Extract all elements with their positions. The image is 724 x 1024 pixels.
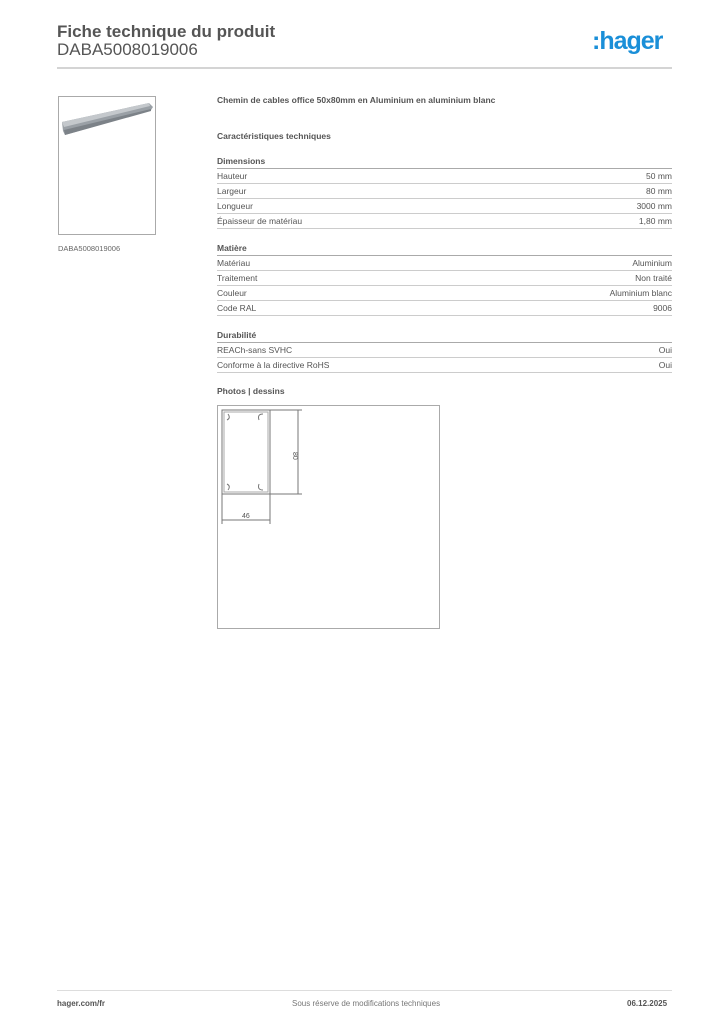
spec-value: 9006: [653, 303, 672, 313]
spec-row: [217, 169, 672, 184]
spec-row: [217, 358, 672, 373]
spec-group: [217, 156, 672, 229]
spec-value: 80 mm: [646, 186, 672, 196]
spec-label: Épaisseur de matériau: [217, 216, 303, 226]
hager-logo: :hager: [592, 27, 663, 55]
section-title: Caractéristiques techniques: [217, 131, 331, 141]
spec-group-title: Dimensions: [217, 156, 672, 169]
spec-row: [217, 184, 672, 199]
spec-value: Non traité: [635, 273, 672, 283]
spec-row: [217, 214, 672, 229]
footer-date: 06.12.2025: [627, 999, 668, 1008]
spec-row: [217, 343, 672, 358]
width-dimension: 46: [242, 513, 250, 520]
product-image: [58, 96, 156, 235]
product-title: Chemin de cables office 50x80mm en Aluminium en aluminium blanc: [217, 95, 496, 105]
header-divider: [57, 67, 672, 69]
spec-label: Largeur: [217, 186, 247, 196]
footer-note: Sous réserve de modifications techniques: [292, 999, 441, 1008]
spec-row: [217, 256, 672, 271]
spec-value: Aluminium: [632, 258, 672, 268]
spec-label: Matériau: [217, 258, 251, 268]
image-caption: DABA5008019006: [58, 244, 121, 253]
spec-group: [217, 330, 672, 373]
spec-group-title: Matière: [217, 243, 672, 256]
height-dimension: 80: [291, 452, 298, 460]
spec-label: Code RAL: [217, 303, 257, 313]
spec-value: Oui: [658, 345, 672, 355]
photos-title: Photos | dessins: [217, 386, 285, 396]
spec-label: Conforme à la directive RoHS: [217, 360, 330, 370]
dimension-drawing: [217, 405, 440, 629]
spec-column: [217, 95, 672, 387]
product-code: DABA5008019006: [57, 40, 198, 59]
spec-label: Hauteur: [217, 171, 248, 181]
spec-row: [217, 199, 672, 214]
spec-group-title: Durabilité: [217, 330, 672, 343]
spec-row: [217, 286, 672, 301]
footer-site-link[interactable]: hager.com/fr: [57, 999, 106, 1008]
spec-label: REACh-sans SVHC: [217, 345, 293, 355]
spec-row: [217, 271, 672, 286]
spec-row: [217, 301, 672, 316]
spec-value: Oui: [658, 360, 672, 370]
spec-value: 3000 mm: [636, 201, 672, 211]
spec-value: 50 mm: [646, 171, 672, 181]
page-title: Fiche technique du produit: [57, 22, 276, 41]
spec-value: Aluminium blanc: [609, 288, 672, 298]
spec-label: Traitement: [217, 273, 258, 283]
spec-label: Couleur: [217, 288, 247, 298]
spec-group: [217, 243, 672, 316]
footer-divider: [57, 990, 672, 991]
spec-label: Longueur: [217, 201, 253, 211]
spec-value: 1,80 mm: [638, 216, 672, 226]
